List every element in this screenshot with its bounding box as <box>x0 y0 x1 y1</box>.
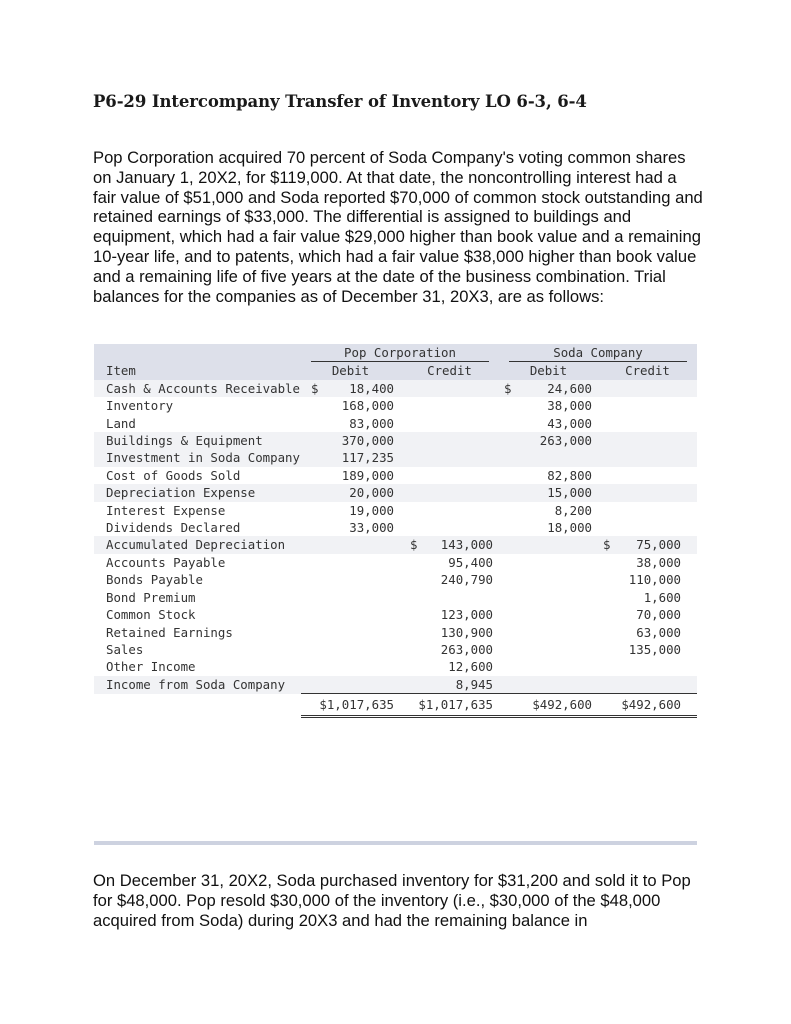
cell-value: 12,600 <box>448 659 493 675</box>
row-item-label <box>94 641 301 658</box>
cell-value: 70,000 <box>636 607 681 623</box>
row-pop-credit <box>400 467 499 484</box>
row-soda-debit <box>499 624 598 641</box>
cell-value: 263,000 <box>539 433 592 449</box>
cell-value: 143,000 <box>440 537 493 553</box>
table-row <box>94 467 697 484</box>
cell-value: Depreciation Expense <box>106 485 256 501</box>
row-pop-credit <box>400 658 499 675</box>
cell-value: 38,000 <box>547 398 592 414</box>
cell-value: Buildings & Equipment <box>106 433 263 449</box>
row-soda-debit <box>499 606 598 623</box>
row-pop-credit <box>400 606 499 623</box>
cell-value: 38,000 <box>636 554 681 570</box>
row-soda-debit <box>499 536 598 553</box>
cell-value: Cost of Goods Sold <box>106 467 241 483</box>
trial-balance-table <box>94 344 697 718</box>
problem-heading: P6-29 Intercompany Transfer of Inventory LO 6-3, 6-4 <box>93 92 587 111</box>
row-pop-credit <box>400 641 499 658</box>
table-row <box>94 415 697 432</box>
table-row <box>94 380 697 397</box>
total-pop-debit: $1,017,635 <box>301 694 400 716</box>
cell-value: 24,600 <box>547 380 592 396</box>
row-soda-debit <box>499 397 598 414</box>
row-soda-debit <box>499 676 598 694</box>
cell-value: Land <box>106 415 136 431</box>
row-item-label <box>94 554 301 571</box>
row-soda-debit <box>499 484 598 501</box>
cell-value: 33,000 <box>349 520 394 536</box>
group-soda-company: Soda Company <box>499 344 697 362</box>
cell-value: 18,400 <box>349 380 394 396</box>
cell-value: Dividends Declared <box>106 520 241 536</box>
row-pop-debit <box>301 641 400 658</box>
row-item-label <box>94 624 301 641</box>
row-soda-debit <box>499 589 598 606</box>
row-pop-credit <box>400 449 499 466</box>
cell-value: 82,800 <box>547 467 592 483</box>
col-pop-credit-header: Credit <box>400 362 499 379</box>
cell-value: Sales <box>106 641 144 657</box>
row-soda-credit <box>598 658 697 675</box>
row-item-label <box>94 467 301 484</box>
cell-value: 18,000 <box>547 520 592 536</box>
problem-followup-paragraph: On December 31, 20X2, Soda purchased inventory for $31,200 and sold it to Pop for $48,000. Pop resold $30,000 of the inventory (i.e., $30,000 of the $48,000 acquired from Soda) during 20X3 and had the remaining balance in <box>93 871 691 930</box>
row-item-label <box>94 536 301 553</box>
row-item-label <box>94 432 301 449</box>
group-pop-corporation: Pop Corporation <box>301 344 499 362</box>
row-soda-credit <box>598 380 697 397</box>
cell-value: 95,400 <box>448 554 493 570</box>
cell-value: Investment in Soda Company <box>106 450 300 466</box>
row-pop-credit <box>400 589 499 606</box>
row-soda-debit <box>499 658 598 675</box>
cell-value: 83,000 <box>349 415 394 431</box>
row-pop-debit <box>301 624 400 641</box>
cell-value: 123,000 <box>440 607 493 623</box>
row-item-label <box>94 484 301 501</box>
row-soda-credit <box>598 606 697 623</box>
table-body <box>94 380 697 694</box>
cell-value: 110,000 <box>628 572 681 588</box>
row-soda-credit <box>598 484 697 501</box>
table-row <box>94 536 697 553</box>
row-soda-credit <box>598 676 697 694</box>
row-soda-credit <box>598 536 697 553</box>
table-row <box>94 606 697 623</box>
table-row <box>94 676 697 694</box>
cell-value: 189,000 <box>341 467 394 483</box>
col-soda-credit-header: Credit <box>598 362 697 379</box>
row-soda-credit <box>598 589 697 606</box>
cell-value: Interest Expense <box>106 502 226 518</box>
row-pop-credit <box>400 432 499 449</box>
row-soda-debit <box>499 467 598 484</box>
table-row <box>94 624 697 641</box>
currency-symbol: $ <box>410 537 418 553</box>
table-row <box>94 554 697 571</box>
table-totals-row <box>94 694 697 716</box>
row-pop-debit <box>301 536 400 553</box>
cell-value: Accumulated Depreciation <box>106 537 286 553</box>
col-item-header: Item <box>94 362 301 379</box>
cell-value: 15,000 <box>547 485 592 501</box>
row-soda-debit <box>499 519 598 536</box>
row-pop-debit <box>301 658 400 675</box>
cell-value: 117,235 <box>341 450 394 466</box>
row-item-label <box>94 658 301 675</box>
row-soda-debit <box>499 554 598 571</box>
row-pop-credit <box>400 676 499 694</box>
table-row <box>94 397 697 414</box>
cell-value: 263,000 <box>440 641 493 657</box>
table-row <box>94 641 697 658</box>
cell-value: Common Stock <box>106 607 196 623</box>
row-pop-debit <box>301 502 400 519</box>
row-item-label <box>94 380 301 397</box>
table-row <box>94 658 697 675</box>
cell-value: 19,000 <box>349 502 394 518</box>
row-pop-debit <box>301 519 400 536</box>
cell-value: 168,000 <box>341 398 394 414</box>
row-soda-credit <box>598 397 697 414</box>
table-row <box>94 589 697 606</box>
total-soda-debit: $492,600 <box>499 694 598 716</box>
row-soda-credit <box>598 432 697 449</box>
cell-value: 1,600 <box>643 589 681 605</box>
row-item-label <box>94 449 301 466</box>
row-pop-credit <box>400 415 499 432</box>
row-pop-debit <box>301 449 400 466</box>
row-pop-credit <box>400 624 499 641</box>
row-soda-credit <box>598 571 697 588</box>
row-pop-debit <box>301 380 400 397</box>
row-soda-credit <box>598 554 697 571</box>
row-item-label <box>94 415 301 432</box>
row-item-label <box>94 571 301 588</box>
row-pop-debit <box>301 467 400 484</box>
cell-value: 135,000 <box>628 641 681 657</box>
row-pop-credit <box>400 571 499 588</box>
table-column-header <box>94 362 697 379</box>
col-pop-debit-header: Debit <box>301 362 400 379</box>
total-pop-credit: $1,017,635 <box>400 694 499 716</box>
row-soda-debit <box>499 432 598 449</box>
row-item-label <box>94 397 301 414</box>
currency-symbol: $ <box>504 380 512 396</box>
row-soda-debit <box>499 449 598 466</box>
row-pop-debit <box>301 606 400 623</box>
cell-value: Bond Premium <box>106 589 196 605</box>
col-soda-debit-header: Debit <box>499 362 598 379</box>
row-pop-debit <box>301 589 400 606</box>
cell-value: Bonds Payable <box>106 572 203 588</box>
row-pop-debit <box>301 397 400 414</box>
table-group-header <box>94 344 697 362</box>
cell-value: 63,000 <box>636 624 681 640</box>
row-soda-credit <box>598 467 697 484</box>
total-soda-credit: $492,600 <box>598 694 697 716</box>
table-row <box>94 571 697 588</box>
cell-value: 43,000 <box>547 415 592 431</box>
row-pop-credit <box>400 380 499 397</box>
table-row <box>94 519 697 536</box>
row-soda-debit <box>499 571 598 588</box>
cell-value: Income from Soda Company <box>106 676 286 692</box>
row-soda-debit <box>499 502 598 519</box>
cell-value: 240,790 <box>440 572 493 588</box>
row-soda-credit <box>598 641 697 658</box>
cell-value: Accounts Payable <box>106 554 226 570</box>
row-pop-credit <box>400 554 499 571</box>
row-soda-credit <box>598 449 697 466</box>
table-bottom-band <box>94 841 697 845</box>
table-row <box>94 432 697 449</box>
row-soda-credit <box>598 624 697 641</box>
cell-value: 75,000 <box>636 537 681 553</box>
row-pop-debit <box>301 554 400 571</box>
cell-value: 8,200 <box>554 502 592 518</box>
currency-symbol: $ <box>603 537 611 553</box>
table-row <box>94 449 697 466</box>
row-item-label <box>94 519 301 536</box>
row-pop-debit <box>301 432 400 449</box>
row-pop-debit <box>301 415 400 432</box>
row-pop-debit <box>301 484 400 501</box>
cell-value: 370,000 <box>341 433 394 449</box>
cell-value: 8,945 <box>455 676 493 692</box>
row-pop-credit <box>400 484 499 501</box>
row-soda-credit <box>598 519 697 536</box>
table-row <box>94 484 697 501</box>
currency-symbol: $ <box>311 380 319 396</box>
problem-intro-paragraph: Pop Corporation acquired 70 percent of Soda Company's voting common shares on January 1, 20X2, for $119,000. At that date, the noncontrolling interest had a fair value of $51,000 and Soda reported $70,000 of common stock outstanding and retained earnings of $33,000. The differential is assigned to buildings and equipment, which had a fair value $29,000 higher than book value and a remaining 10-year life, and to patents, which had a fair value $38,000 higher than book value and a remaining life of five years at the date of the business combination. Trial balances for the companies as of December 31, 20X3, are as follows: <box>93 148 703 306</box>
row-pop-credit <box>400 519 499 536</box>
table-row <box>94 502 697 519</box>
row-pop-credit <box>400 397 499 414</box>
cell-value: Retained Earnings <box>106 624 233 640</box>
cell-value: 20,000 <box>349 485 394 501</box>
row-pop-debit <box>301 676 400 694</box>
row-item-label <box>94 589 301 606</box>
row-soda-debit <box>499 641 598 658</box>
cell-value: Other Income <box>106 659 196 675</box>
row-pop-debit <box>301 571 400 588</box>
row-soda-credit <box>598 502 697 519</box>
cell-value: 130,900 <box>440 624 493 640</box>
row-pop-credit <box>400 536 499 553</box>
row-soda-debit <box>499 380 598 397</box>
row-soda-credit <box>598 415 697 432</box>
cell-value: Cash & Accounts Receivable <box>106 380 300 396</box>
row-item-label <box>94 502 301 519</box>
cell-value: Inventory <box>106 398 174 414</box>
row-pop-credit <box>400 502 499 519</box>
row-soda-debit <box>499 415 598 432</box>
row-item-label <box>94 606 301 623</box>
row-item-label <box>94 676 301 694</box>
